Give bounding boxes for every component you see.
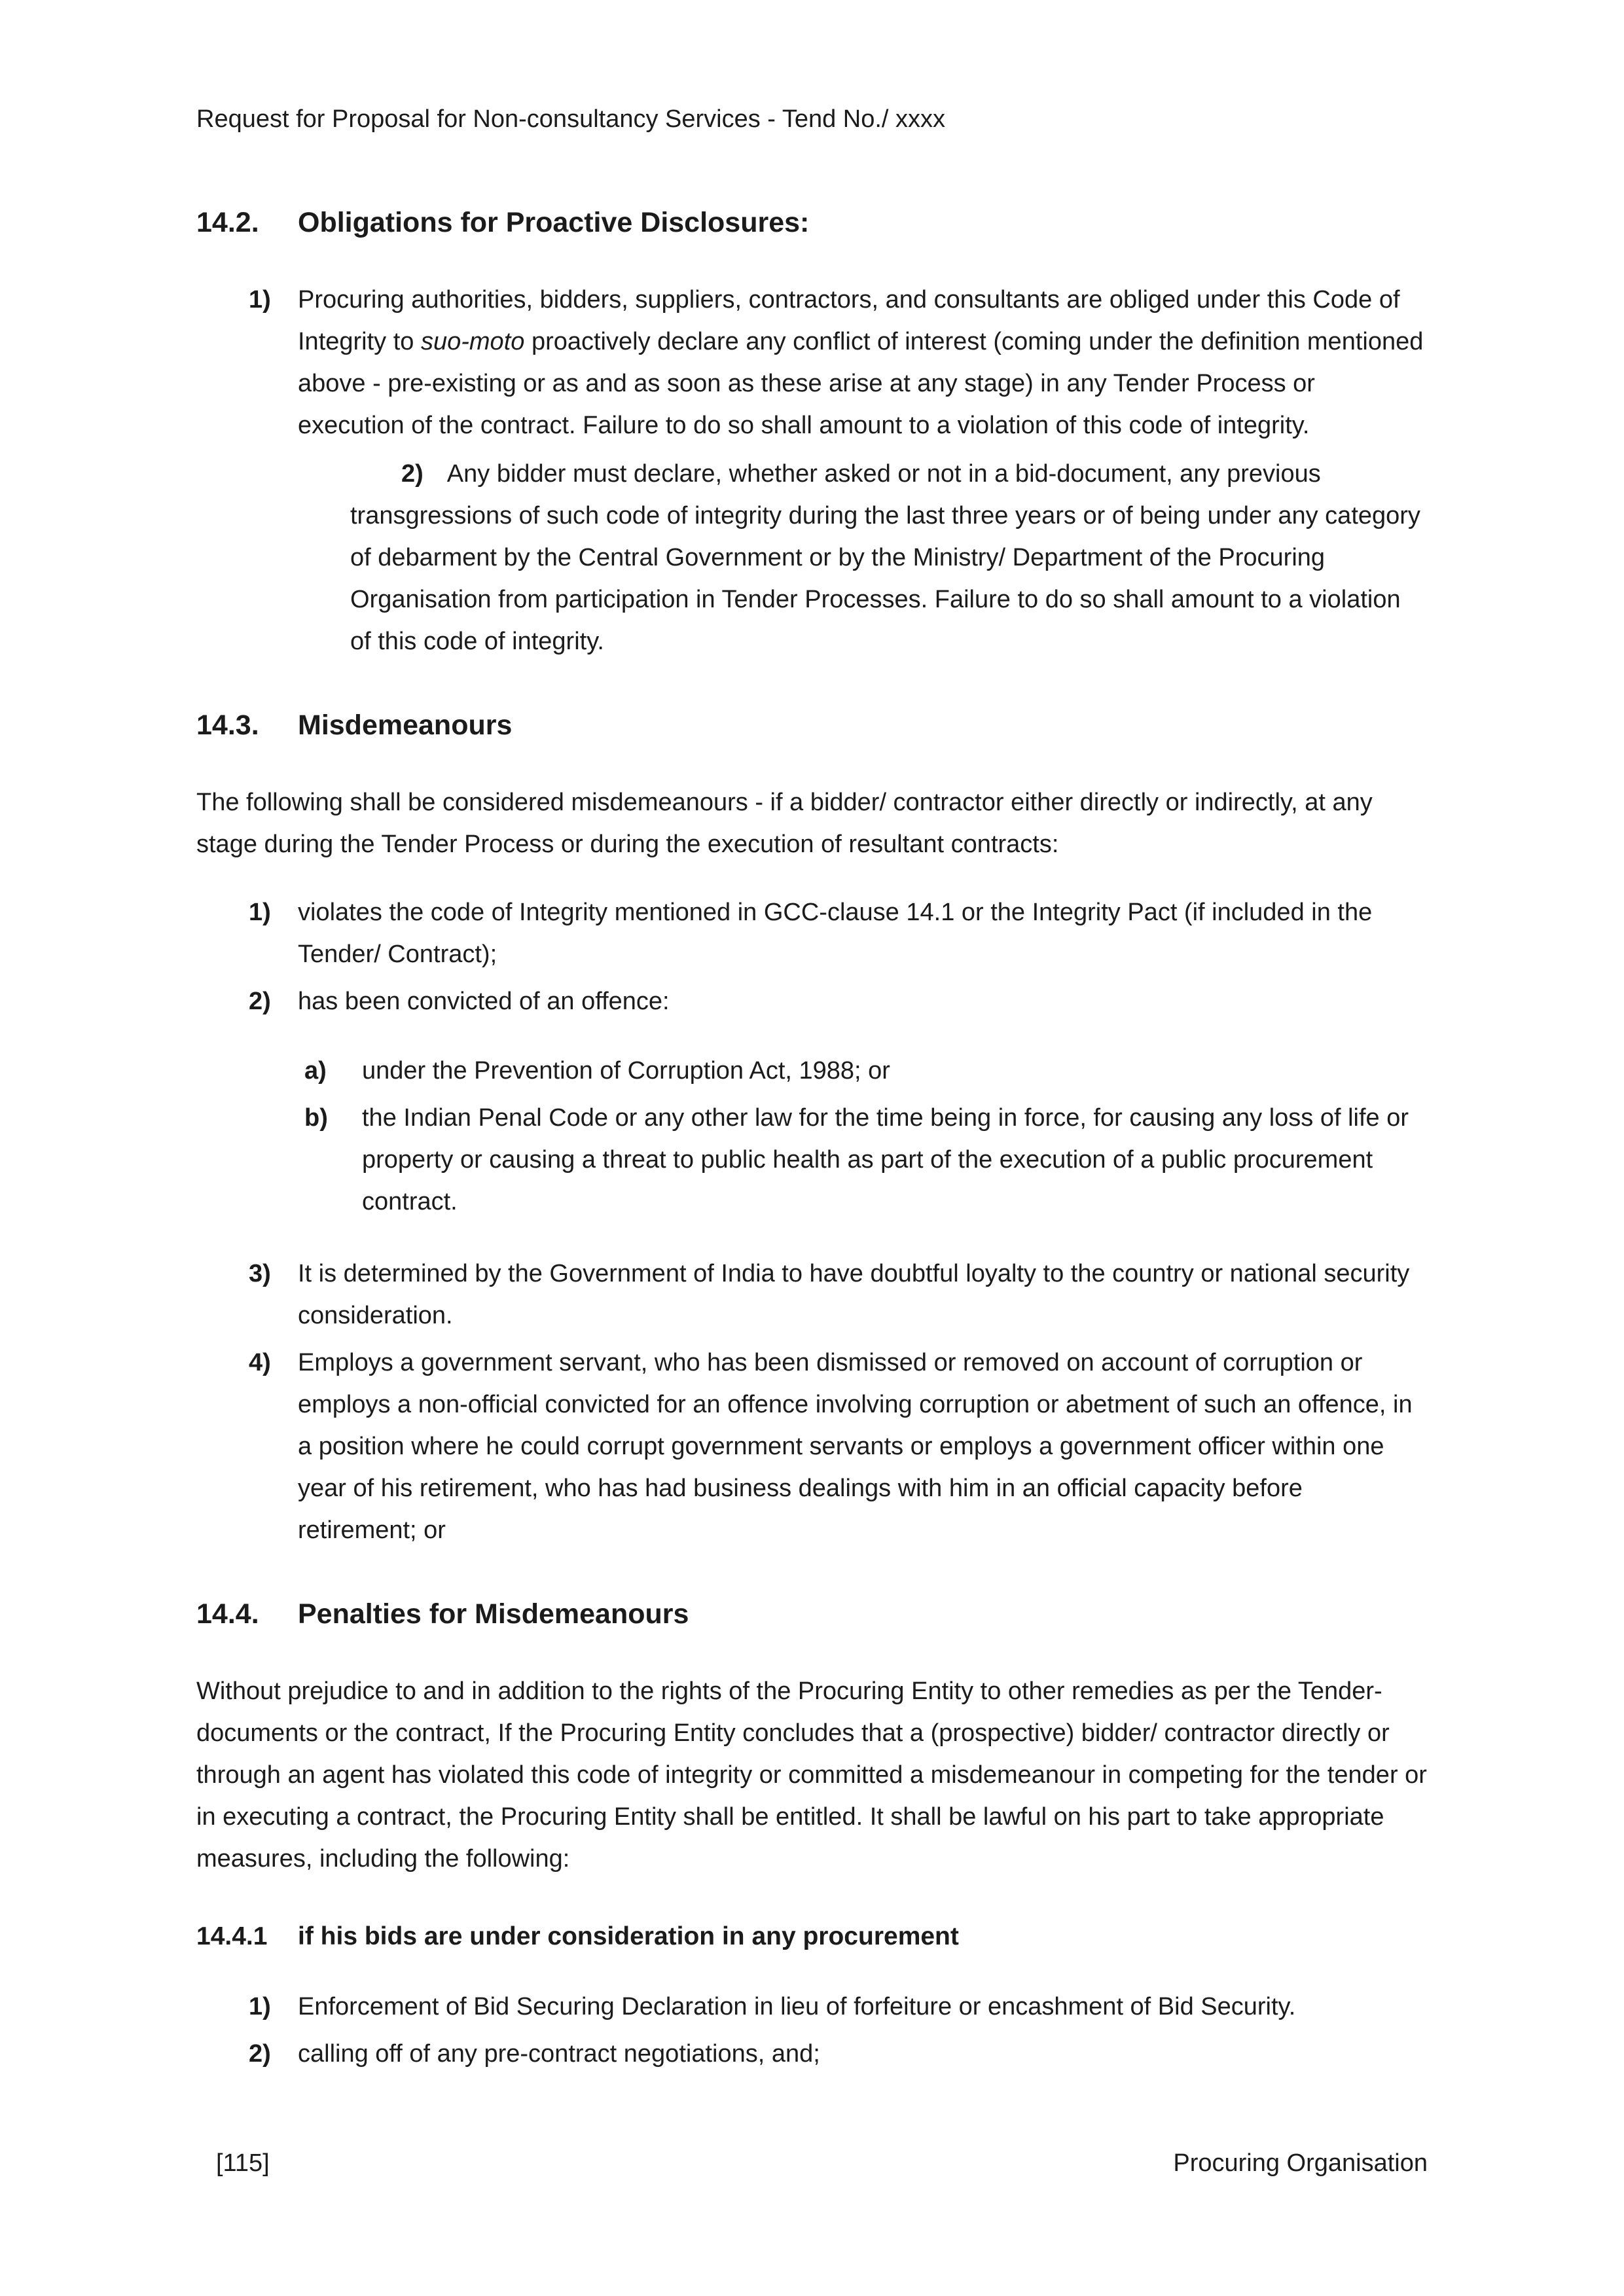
list-item (249, 2033, 1428, 2075)
section-14-4-body: Without prejudice to and in addition to the rights of the Procuring Entity to other remedies as per the Tender-documents or the contract, If the Procuring Entity concludes that a (prospective) bidder/ contractor directly or through an agent has violated this code of integrity or committed a misdemeanour in competing for the tender or in executing a contract, the Procuring Entity shall be entitled. It shall be lawful on his part to take appropriate measures, including the following: (196, 1677, 1427, 1873)
list-item (249, 1253, 1428, 1336)
list-item (249, 891, 1428, 975)
section-title: Obligations for Proactive Disclosures: (298, 207, 810, 238)
item-marker: 2) (249, 2040, 271, 2068)
section-14-3-list (249, 891, 1428, 1551)
section-heading-14-3 (196, 707, 1428, 744)
item-text: calling off of any pre-contract negotiations, and; (298, 2040, 820, 2068)
section-heading-14-4-1 (196, 1919, 1428, 1954)
section-number: 14.3. (196, 709, 259, 741)
list-item (249, 279, 1428, 446)
list-item (249, 980, 1428, 1022)
section-heading-14-2 (196, 204, 1428, 241)
list-item (350, 453, 1428, 662)
page-footer (216, 2147, 1428, 2179)
item-marker: 4) (249, 1349, 271, 1376)
list-item (249, 1986, 1428, 2028)
item-text: has been convicted of an offence: (298, 988, 670, 1015)
item-marker: 3) (249, 1260, 271, 1287)
section-number: 14.4. (196, 1598, 259, 1630)
item-marker: a) (304, 1057, 327, 1085)
item-text: Any bidder must declare, whether asked or not in a bid-document, any previous transgressions of such code of integrity during the last three years or of being under any category of debarment by the Central Government or by the Ministry/ Department of the Procuring Organisation from participation in Tender Processes. Failure to do so shall amount to a violation of this code of integrity. (350, 460, 1420, 655)
item-marker: 2) (401, 460, 424, 488)
section-14-2-list (249, 279, 1428, 662)
item-text: It is determined by the Government of India to have doubtful loyalty to the country or national security consideration. (298, 1260, 1410, 1329)
document-header: Request for Proposal for Non-consultancy Services - Tend No./ xxxx (196, 105, 946, 133)
footer-page-number: [115] (216, 2149, 270, 2177)
item-text: violates the code of Integrity mentioned in GCC-clause 14.1 or the Integrity Pact (if included in the Tender/ Contract); (298, 899, 1373, 968)
section-14-3-intro: The following shall be considered misdemeanours - if a bidder/ contractor either directly or indirectly, at any stage during the Tender Process or during the execution of resultant contracts: (196, 789, 1373, 858)
section-title: Misdemeanours (298, 709, 513, 741)
item-text-part2: proactively declare any conflict of interest (coming under the definition mentioned above - pre-existing or as and as soon as these arise at any stage) in any Tender Process or execution of the contract. Failure to do so shall amount to a violation of this code of integrity. (298, 328, 1424, 439)
section-title: Penalties for Misdemeanours (298, 1598, 689, 1630)
footer-organisation: Procuring Organisation (1173, 2149, 1428, 2177)
section-heading-14-4 (196, 1596, 1428, 1632)
item-marker: 2) (249, 988, 271, 1015)
item-marker: b) (304, 1104, 328, 1132)
item-marker: 1) (249, 1993, 271, 2020)
item-marker: 1) (249, 286, 271, 314)
section-number: 14.4.1 (196, 1922, 268, 1950)
section-14-3-sublist (304, 1050, 1428, 1223)
sub-list-item (304, 1050, 1428, 1092)
item-text: the Indian Penal Code or any other law for the time being in force, for causing any loss of life or property or causing a threat to public health as part of the execution of a public procurement contract. (362, 1104, 1409, 1215)
list-item (249, 1342, 1428, 1551)
item-marker: 1) (249, 899, 271, 926)
item-text: under the Prevention of Corruption Act, 1988; or (362, 1057, 890, 1085)
item-text-italic: suo-moto (420, 328, 525, 355)
section-number: 14.2. (196, 207, 259, 238)
item-text: Enforcement of Bid Securing Declaration in lieu of forfeiture or encashment of Bid Security. (298, 1993, 1296, 2020)
section-14-4-1-list (249, 1986, 1428, 2075)
item-text (298, 279, 1428, 446)
item-text: Employs a government servant, who has been dismissed or removed on account of corruption or employs a non-official convicted for an offence involving corruption or abetment of such an offence, in a position where he could corrupt government servants or employs a government officer within one year of his retirement, who has had business dealings with him in an official capacity before retirement; or (298, 1349, 1413, 1544)
item-text-part1: Procuring authorities, bidders, suppliers, contractors, and consultants are obliged under this Code of Integrity to (298, 286, 1400, 355)
section-title: if his bids are under consideration in any procurement (298, 1922, 959, 1950)
sub-list-item (304, 1097, 1428, 1223)
